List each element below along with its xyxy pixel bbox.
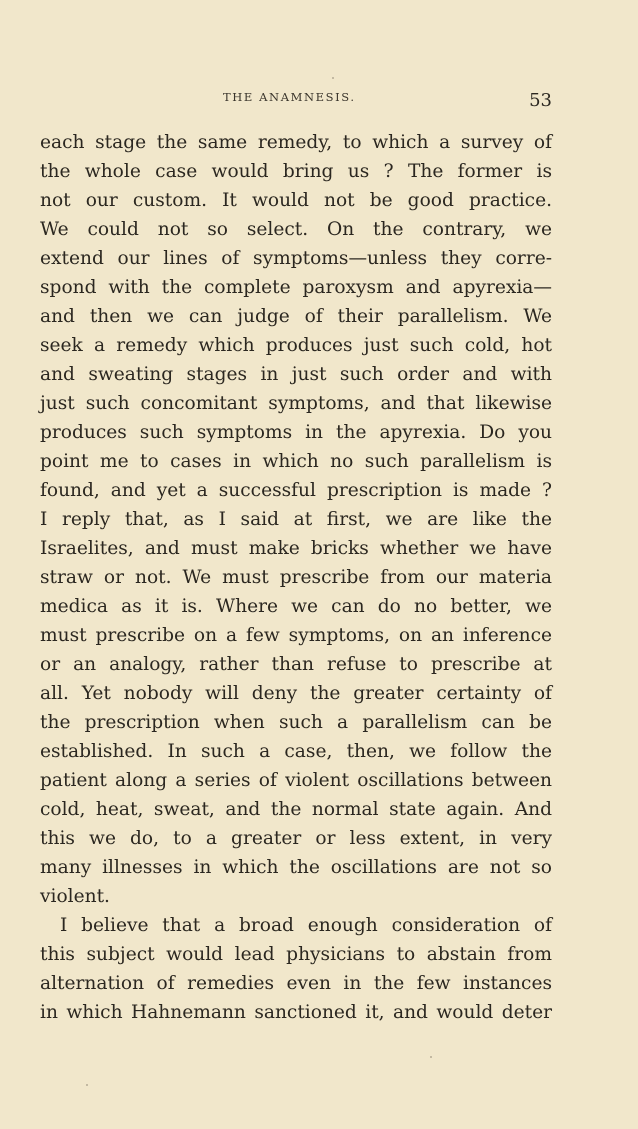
- running-head: THE ANAMNESIS.: [223, 90, 356, 104]
- text-line: the whole case would bring us ? The former is: [40, 161, 552, 182]
- text-line: all. Yet nobody will deny the greater certainty of: [40, 683, 552, 704]
- text-line: We could not so select. On the contrary, we: [40, 219, 552, 240]
- paragraph-end-line: violent.: [40, 886, 110, 907]
- text-line: patient along a series of violent oscillations between: [40, 770, 552, 791]
- paper-speck: [430, 1056, 432, 1058]
- text-line: seek a remedy which produces just such cold, hot: [40, 335, 552, 356]
- paper-speck: [86, 1084, 88, 1086]
- text-line: each stage the same remedy, to which a survey of: [40, 132, 552, 153]
- text-line: cold, heat, sweat, and the normal state again. And: [40, 799, 552, 820]
- text-line: this subject would lead physicians to abstain from: [40, 944, 552, 965]
- text-line: spond with the complete paroxysm and apyrexia—: [40, 277, 552, 298]
- text-line: medica as it is. Where we can do no better, we: [40, 596, 552, 617]
- text-line: produces such symptoms in the apyrexia. Do you: [40, 422, 552, 443]
- text-line: the prescription when such a parallelism can be: [40, 712, 552, 733]
- text-line: or an analogy, rather than refuse to prescribe at: [40, 654, 552, 675]
- text-line: Israelites, and must make bricks whether we have: [40, 538, 552, 559]
- text-line: and then we can judge of their parallelism. We: [40, 306, 552, 327]
- paper-speck: [332, 77, 334, 79]
- text-line: just such concomitant symptoms, and that likewise: [40, 393, 552, 414]
- text-line: established. In such a case, then, we follow the: [40, 741, 552, 762]
- text-line: this we do, to a greater or less extent, in very: [40, 828, 552, 849]
- text-line: alternation of remedies even in the few instances: [40, 973, 552, 994]
- text-line: extend our lines of symptoms—unless they corre-: [40, 248, 552, 269]
- text-line: in which Hahnemann sanctioned it, and would deter: [40, 1002, 552, 1023]
- paragraph-start-line: I believe that a broad enough consideration of: [60, 915, 552, 936]
- text-line: and sweating stages in just such order and with: [40, 364, 552, 385]
- text-line: I reply that, as I said at first, we are like the: [40, 509, 552, 530]
- text-line: straw or not. We must prescribe from our materia: [40, 567, 552, 588]
- body-text: [40, 128, 552, 1027]
- text-line: not our custom. It would not be good practice.: [40, 190, 552, 211]
- text-line: many illnesses in which the oscillations are not so: [40, 857, 552, 878]
- page-number: 53: [529, 90, 552, 111]
- text-line: found, and yet a successful prescription is made ?: [40, 480, 552, 501]
- text-line: must prescribe on a few symptoms, on an inference: [40, 625, 552, 646]
- text-line: point me to cases in which no such parallelism is: [40, 451, 552, 472]
